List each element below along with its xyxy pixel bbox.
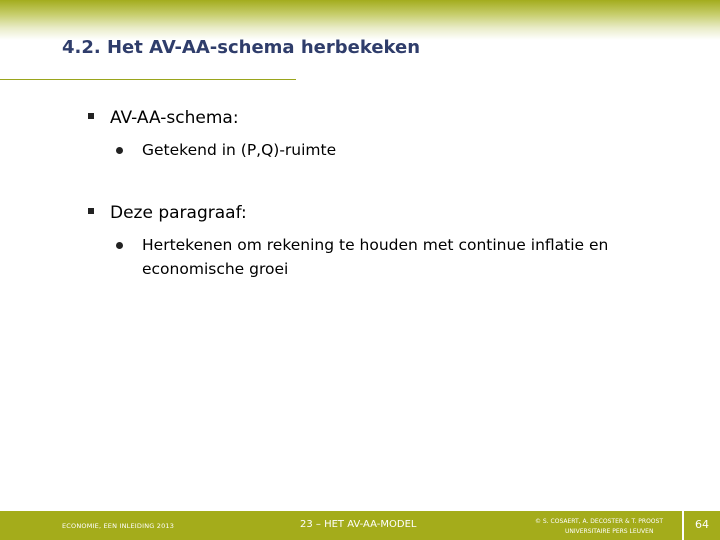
sub-bullet-getekend bbox=[116, 138, 702, 162]
footer-authors: © S. COSAERT, A. DECOSTER & T. PROOST bbox=[535, 518, 664, 525]
footer-publisher: UNIVERSITAIRE PERS LEUVEN bbox=[565, 528, 654, 535]
bullet-deze-paragraaf bbox=[88, 203, 247, 223]
bullet-av-aa-schema bbox=[88, 108, 239, 128]
footer-bar bbox=[0, 511, 720, 540]
header-band bbox=[0, 0, 720, 40]
sub-bullet-text: Getekend in (P,Q)-ruimte bbox=[142, 141, 337, 159]
footer-divider bbox=[682, 511, 684, 540]
bullet-label: Deze paragraaf: bbox=[110, 203, 247, 223]
footer-copyright bbox=[535, 517, 663, 537]
bullet-label: AV-AA-schema: bbox=[110, 108, 239, 128]
slide-title: 4.2. Het AV-AA-schema herbekeken bbox=[62, 37, 421, 58]
footer-book-title: ECONOMIE, EEN INLEIDING 2013 bbox=[62, 522, 175, 530]
square-bullet-icon bbox=[88, 208, 94, 214]
square-bullet-icon bbox=[88, 113, 94, 119]
sub-bullet-text: Hertekenen om rekening te houden met continue inflatie en economische groei bbox=[142, 236, 609, 278]
sub-bullet-hertekenen bbox=[116, 233, 702, 281]
footer-chapter: 23 – HET AV-AA-MODEL bbox=[300, 519, 417, 530]
page-number: 64 bbox=[695, 518, 709, 531]
round-bullet-icon bbox=[116, 242, 123, 249]
round-bullet-icon bbox=[116, 147, 123, 154]
title-underline bbox=[0, 79, 296, 80]
